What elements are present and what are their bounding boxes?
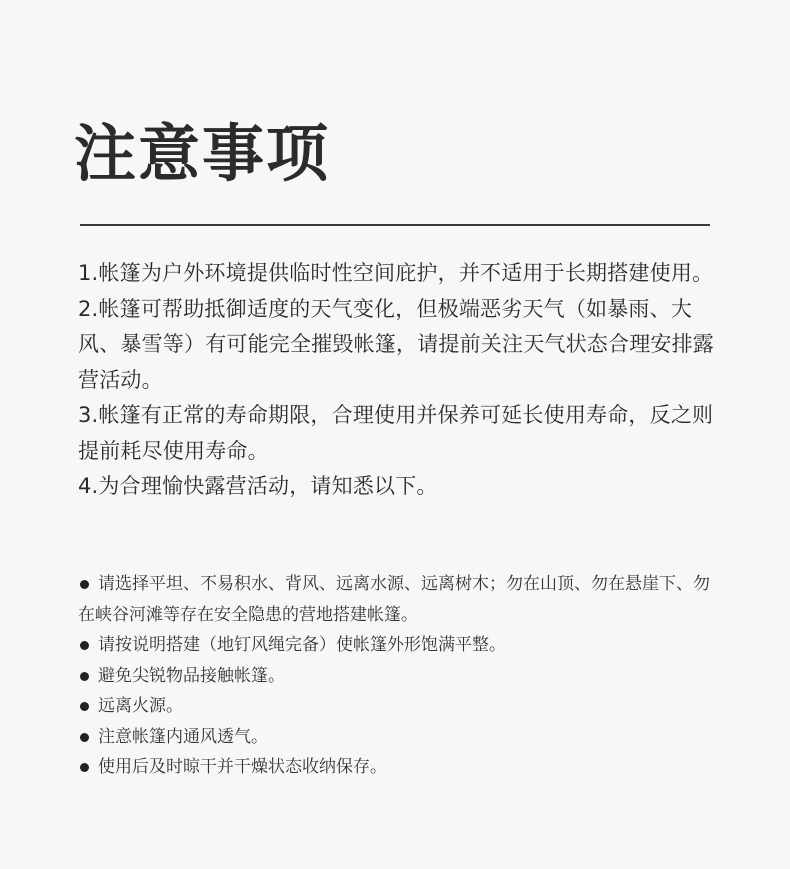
bullet-dot-icon — [80, 763, 89, 772]
list-item-text: 避免尖锐物品接触帐篷。 — [98, 665, 285, 686]
bullet-dot-icon — [80, 580, 89, 589]
notice-bullet-list — [78, 569, 718, 783]
page-title: 注意事项 — [74, 117, 331, 190]
notice-paragraph-2: 2.帐篷可帮助抵御适度的天气变化，但极端恶劣天气（如暴雨、大风、暴雪等）有可能完全摧毁帐篷，请提前关注天气状态合理安排露营活动。 — [78, 296, 714, 392]
list-item-text: 注意帐篷内通风透气。 — [98, 726, 268, 747]
list-item-text: 远离火源。 — [98, 696, 183, 716]
list-item — [78, 569, 718, 630]
title-divider — [80, 224, 710, 226]
list-item — [78, 752, 718, 783]
notice-paragraphs — [78, 256, 718, 505]
list-item — [78, 630, 718, 661]
bullet-dot-icon — [80, 641, 89, 650]
notice-paragraph-4: 4.为合理愉快露营活动，请知悉以下。 — [78, 474, 438, 498]
list-item — [78, 661, 718, 692]
list-item-text: 请按说明搭建（地钉风绳完备）使帐篷外形饱满平整。 — [98, 635, 506, 655]
bullet-dot-icon — [80, 702, 89, 711]
list-item-text: 使用后及时晾干并干燥状态收纳保存。 — [98, 757, 387, 777]
notice-paragraph-1: 1.帐篷为户外环境提供临时性空间庇护，并不适用于长期搭建使用。 — [78, 261, 714, 285]
notice-paragraph-3: 3.帐篷有正常的寿命期限，合理使用并保养可延长使用寿命，反之则提前耗尽使用寿命。 — [78, 403, 714, 463]
bullet-dot-icon — [80, 672, 89, 681]
list-item-text: 请选择平坦、不易积水、背风、远离水源、远离树木；勿在山顶、勿在悬崖下、勿在峡谷河滩等存在安全隐患的营地搭建帐篷。 — [78, 574, 710, 625]
list-item — [78, 722, 718, 753]
list-item — [78, 691, 718, 722]
bullet-dot-icon — [80, 733, 89, 742]
